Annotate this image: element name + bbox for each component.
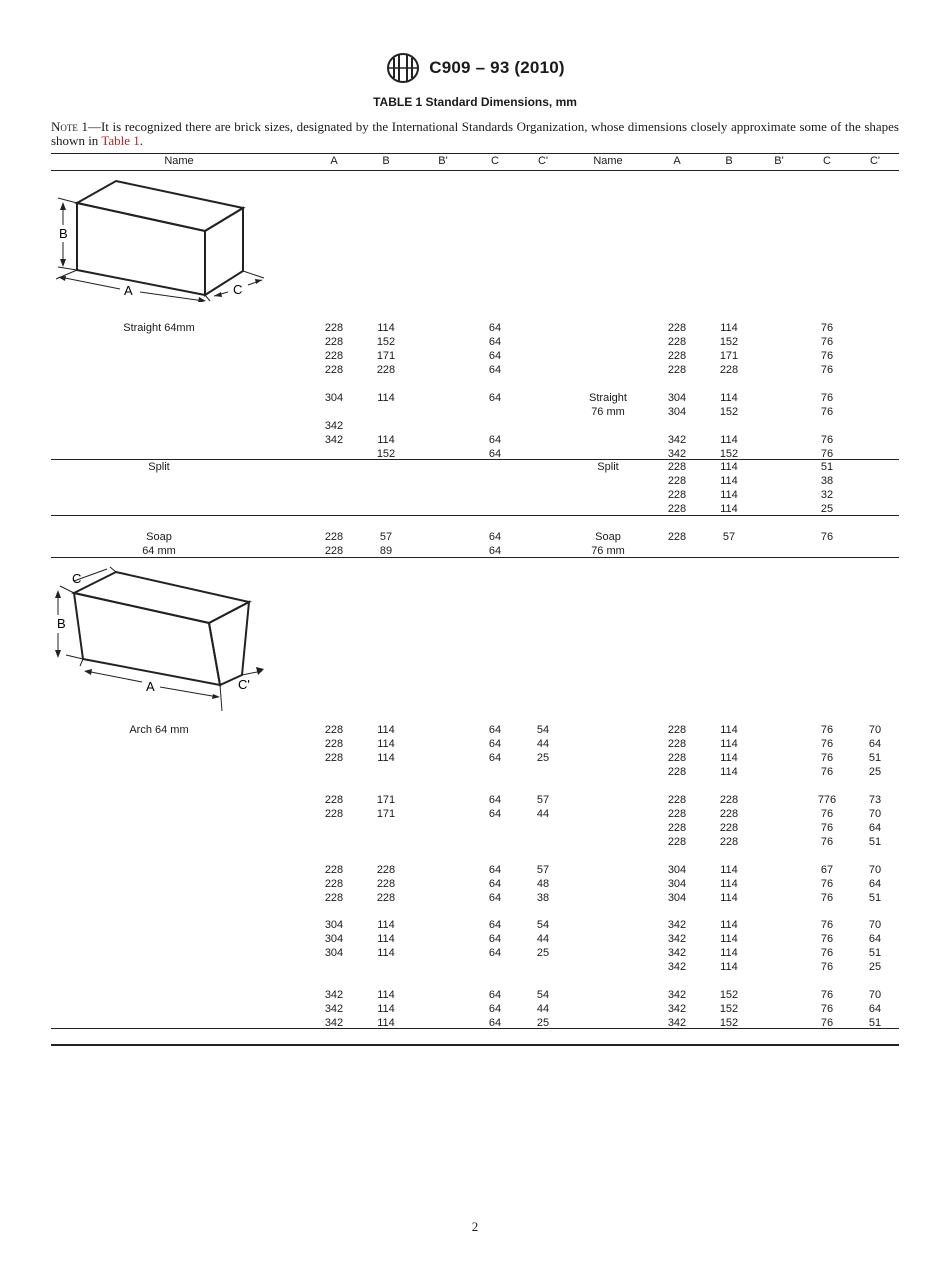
soap-row-2-cell-c-left: 64 [488,545,502,557]
arch-row-18-cell-b-left: 114 [377,1017,395,1029]
soap-row-1-cell-b-left: 57 [379,531,393,543]
arch-row-3-cell-a-left: 228 [324,752,344,764]
arch-row-4-cell-b-right: 114 [720,766,738,778]
straight-dimension-a-label: A [124,283,133,298]
straight-row-1-cell-b-left: 114 [377,322,395,334]
arch-row-9-cell-a-right: 304 [667,864,687,876]
soap-row-1-cell-b-right: 57 [722,531,736,543]
straight-row-6-cell-a-right: 304 [667,406,687,418]
arch-row-9-cell-cprime-right: 70 [868,864,882,876]
soap-row-1-cell-c-left: 64 [488,531,502,543]
arch-row-10-cell-cprime-left: 48 [536,878,550,890]
arch-row-1-cell-c-left: 64 [488,724,502,736]
straight-row-5-cell-a-left: 304 [324,392,344,404]
arch-row-14-cell-c-right: 76 [820,947,834,959]
arch-row-11-cell-b-right: 114 [720,892,738,904]
arch-row-5-cell-b-left: 171 [376,794,396,806]
arch-row-9-cell-b-left: 228 [376,864,396,876]
arch-row-9-cell-c-left: 64 [488,864,502,876]
split-row-4-cell-b-right: 114 [720,503,738,515]
arch-row-11-cell-a-right: 304 [667,892,687,904]
arch-row-1-cell-b-right: 114 [720,724,738,736]
arch-row-5-cell-a-right: 228 [667,794,687,806]
arch-row-18-cell-c-left: 64 [488,1017,502,1029]
arch-row-6-cell-c-left: 64 [488,808,502,820]
arch-row-12-cell-a-right: 342 [667,919,687,931]
split-row-3-cell-c-right: 32 [820,489,834,501]
straight-row-1-cell-c-left: 64 [488,322,502,334]
straight-row-8-cell-c-right: 76 [820,434,834,446]
split-row-4-cell-c-right: 25 [820,503,834,515]
arch-row-11-cell-c-right: 76 [820,892,834,904]
arch-row-10-cell-b-right: 114 [720,878,738,890]
arch-row-12-cell-a-left: 304 [324,919,344,931]
arch-row-15-cell-b-right: 114 [720,961,738,973]
arch-row-4-cell-cprime-right: 25 [868,766,882,778]
section-rule-arch-end [51,1028,899,1029]
arch-row-14-cell-cprime-left: 25 [536,947,550,959]
arch-row-2-cell-b-left: 114 [377,738,395,750]
arch-row-10-cell-a-left: 228 [324,878,344,890]
arch-brick-figure [52,563,274,713]
arch-row-12-cell-c-left: 64 [488,919,502,931]
arch-row-13-cell-b-right: 114 [720,933,738,945]
split-row-2-cell-b-right: 114 [720,475,738,487]
arch-row-3-cell-b-right: 114 [720,752,738,764]
arch-row-2-cell-c-right: 76 [820,738,834,750]
arch-row-2-cell-a-left: 228 [324,738,344,750]
arch-row-18-cell-b-right: 152 [719,1017,739,1029]
straight-row-2-cell-a-right: 228 [667,336,687,348]
straight-row-4-cell-a-right: 228 [667,364,687,376]
arch-row-9-cell-a-left: 228 [324,864,344,876]
straight-row-8-cell-c-left: 64 [488,434,502,446]
arch-row-7-cell-c-right: 76 [820,822,834,834]
arch-row-12-cell-b-right: 114 [720,919,738,931]
straight-row-5-cell-c-left: 64 [488,392,502,404]
arch-row-17-cell-c-left: 64 [488,1003,502,1015]
split-row-3-cell-a-right: 228 [667,489,687,501]
arch-row-2-cell-cprime-left: 44 [536,738,550,750]
arch-row-2-cell-c-left: 64 [488,738,502,750]
arch-row-15-cell-c-right: 76 [820,961,834,973]
arch-row-17-cell-b-right: 152 [719,1003,739,1015]
arch-row-13-cell-c-right: 76 [820,933,834,945]
straight-row-6-cell-c-right: 76 [820,406,834,418]
straight-row-5-cell-a-right: 304 [667,392,687,404]
straight-row-9-cell-a-right: 342 [667,448,687,460]
arch-row-16-cell-c-right: 76 [820,989,834,1001]
arch-row-14-cell-a-right: 342 [667,947,687,959]
arch-row-12-cell-cprime-right: 70 [868,919,882,931]
arch-row-13-cell-cprime-right: 64 [868,933,882,945]
arch-row-3-cell-cprime-right: 51 [868,752,882,764]
arch-row-16-cell-a-right: 342 [667,989,687,1001]
straight-dimension-b-label: B [59,226,68,241]
straight-row-3-cell-b-left: 171 [376,350,396,362]
split-row-2-cell-c-right: 38 [820,475,834,487]
table-note [51,120,899,148]
soap-row-2-cell-name-right: 76 mm [591,545,625,557]
arch-row-16-cell-b-right: 152 [719,989,739,1001]
arch-row-10-cell-c-left: 64 [488,878,502,890]
col-header-cprime-right: C' [869,155,881,167]
col-header-b-right: B [725,155,733,167]
straight-row-3-cell-c-left: 64 [488,350,502,362]
straight-row-4-cell-a-left: 228 [324,364,344,376]
arch-row-14-cell-b-left: 114 [377,947,395,959]
arch-row-3-cell-c-right: 76 [820,752,834,764]
arch-row-5-cell-c-left: 64 [488,794,502,806]
soap-row-1-cell-name-left: Soap [146,531,172,543]
arch-row-12-cell-b-left: 114 [377,919,395,931]
straight-row-4-cell-b-left: 228 [376,364,396,376]
arch-dimension-b-label: B [57,616,66,631]
straight-dimension-c-label: C [233,282,243,297]
arch-row-12-cell-c-right: 76 [820,919,834,931]
soap-row-1-cell-c-right: 76 [820,531,834,543]
arch-row-5-cell-b-right: 228 [719,794,739,806]
arch-row-1-cell-a-right: 228 [667,724,687,736]
arch-row-15-cell-cprime-right: 25 [868,961,882,973]
soap-row-1-cell-a-right: 228 [667,531,687,543]
arch-row-6-cell-c-right: 76 [820,808,834,820]
arch-row-1-cell-name-left: Arch 64 mm [129,724,189,736]
col-header-a-right: A [673,155,681,167]
table-bottom-rule [51,1044,899,1046]
arch-row-17-cell-cprime-left: 44 [536,1003,550,1015]
arch-row-10-cell-c-right: 76 [820,878,834,890]
arch-row-17-cell-a-left: 342 [324,1003,344,1015]
astm-logo-icon [385,52,421,84]
straight-row-5-cell-c-right: 76 [820,392,834,404]
split-row-4-cell-a-right: 228 [667,503,687,515]
straight-row-9-cell-b-left: 152 [376,448,396,460]
col-header-name-left: Name [164,155,194,167]
straight-row-1-cell-c-right: 76 [820,322,834,334]
arch-row-17-cell-c-right: 76 [820,1003,834,1015]
section-rule-split-soap [51,515,899,516]
straight-row-1-cell-b-right: 114 [720,322,738,334]
arch-row-8-cell-c-right: 76 [820,836,834,848]
arch-row-13-cell-b-left: 114 [377,933,395,945]
straight-row-7-cell-a-left: 342 [324,420,344,432]
split-row-1-cell-a-right: 228 [667,461,687,473]
arch-row-18-cell-a-left: 342 [324,1017,344,1029]
arch-row-15-cell-a-right: 342 [667,961,687,973]
arch-row-18-cell-cprime-right: 51 [868,1017,882,1029]
col-header-c-left: C [491,155,499,167]
arch-row-11-cell-cprime-right: 51 [868,892,882,904]
soap-row-2-cell-a-left: 228 [324,545,344,557]
straight-row-5-cell-b-right: 114 [720,392,738,404]
straight-row-8-cell-a-right: 342 [667,434,687,446]
page-header [0,52,950,84]
arch-row-17-cell-b-left: 114 [377,1003,395,1015]
arch-row-11-cell-b-left: 228 [376,892,396,904]
straight-row-3-cell-b-right: 171 [719,350,739,362]
table-1-link[interactable]: Table 1 [101,133,140,148]
straight-row-8-cell-b-right: 114 [720,434,738,446]
straight-row-2-cell-b-right: 152 [719,336,739,348]
arch-row-6-cell-b-right: 228 [719,808,739,820]
arch-row-17-cell-cprime-right: 64 [868,1003,882,1015]
arch-row-10-cell-a-right: 304 [667,878,687,890]
arch-row-17-cell-a-right: 342 [667,1003,687,1015]
col-header-b-left: B [382,155,390,167]
arch-row-1-cell-c-right: 76 [820,724,834,736]
straight-row-4-cell-c-left: 64 [488,364,502,376]
straight-row-6-cell-b-right: 152 [719,406,739,418]
straight-row-9-cell-b-right: 152 [719,448,739,460]
arch-row-11-cell-cprime-left: 38 [536,892,550,904]
split-row-1-cell-name-right: Split [597,461,619,473]
arch-row-16-cell-a-left: 342 [324,989,344,1001]
arch-row-3-cell-c-left: 64 [488,752,502,764]
arch-row-3-cell-b-left: 114 [377,752,395,764]
arch-row-8-cell-a-right: 228 [667,836,687,848]
arch-row-2-cell-cprime-right: 64 [868,738,882,750]
straight-row-8-cell-a-left: 342 [324,434,344,446]
arch-row-6-cell-cprime-left: 44 [536,808,550,820]
arch-row-7-cell-cprime-right: 64 [868,822,882,834]
soap-row-2-cell-name-left: 64 mm [142,545,176,557]
arch-row-18-cell-a-right: 342 [667,1017,687,1029]
soap-row-1-cell-name-right: Soap [595,531,621,543]
straight-row-3-cell-c-right: 76 [820,350,834,362]
straight-row-2-cell-c-right: 76 [820,336,834,348]
straight-row-4-cell-b-right: 228 [719,364,739,376]
arch-row-16-cell-cprime-right: 70 [868,989,882,1001]
arch-row-9-cell-b-right: 114 [720,864,738,876]
split-row-1-cell-c-right: 51 [820,461,834,473]
col-header-bprime-right: B' [774,155,784,167]
split-row-1-cell-b-right: 114 [720,461,738,473]
arch-row-5-cell-c-right: 776 [817,794,837,806]
arch-row-7-cell-b-right: 228 [719,822,739,834]
soap-row-2-cell-b-left: 89 [379,545,393,557]
arch-row-3-cell-cprime-left: 25 [536,752,550,764]
col-header-cprime-left: C' [537,155,549,167]
section-rule-soap-arch [51,557,899,558]
arch-row-16-cell-b-left: 114 [377,989,395,1001]
arch-row-1-cell-b-left: 114 [377,724,395,736]
straight-brick-figure [52,176,274,302]
header-rule-bottom [51,170,899,171]
arch-row-9-cell-c-right: 67 [820,864,834,876]
col-header-a-left: A [330,155,338,167]
arch-row-6-cell-a-right: 228 [667,808,687,820]
arch-row-18-cell-c-right: 76 [820,1017,834,1029]
arch-row-13-cell-a-right: 342 [667,933,687,945]
arch-row-2-cell-a-right: 228 [667,738,687,750]
arch-dimension-cprime-label: C' [238,677,250,692]
straight-row-9-cell-c-right: 76 [820,448,834,460]
arch-row-2-cell-b-right: 114 [720,738,738,750]
arch-row-3-cell-a-right: 228 [667,752,687,764]
note-text: —It is recognized there are brick sizes, designated by the International Standards Organization, whose dimensions closely approximate some of the shapes shown in [51,119,899,148]
split-row-3-cell-b-right: 114 [720,489,738,501]
straight-row-5-cell-name-right: Straight [589,392,627,404]
arch-row-12-cell-cprime-left: 54 [536,919,550,931]
arch-row-14-cell-b-right: 114 [720,947,738,959]
arch-row-13-cell-cprime-left: 44 [536,933,550,945]
arch-row-6-cell-cprime-right: 70 [868,808,882,820]
straight-row-8-cell-b-left: 114 [377,434,395,446]
arch-row-8-cell-b-right: 228 [719,836,739,848]
arch-row-6-cell-b-left: 171 [376,808,396,820]
straight-row-1-cell-a-right: 228 [667,322,687,334]
arch-row-14-cell-a-left: 304 [324,947,344,959]
split-row-1-cell-name-left: Split [148,461,170,473]
straight-row-2-cell-b-left: 152 [376,336,396,348]
arch-row-6-cell-a-left: 228 [324,808,344,820]
arch-row-1-cell-cprime-left: 54 [536,724,550,736]
section-rule-straight-split [51,459,899,460]
arch-row-1-cell-a-left: 228 [324,724,344,736]
arch-row-8-cell-cprime-right: 51 [868,836,882,848]
straight-row-6-cell-name-right: 76 mm [591,406,625,418]
arch-row-16-cell-cprime-left: 54 [536,989,550,1001]
arch-row-13-cell-c-left: 64 [488,933,502,945]
straight-row-9-cell-c-left: 64 [488,448,502,460]
note-label: Note 1 [51,119,88,134]
note-tail: . [139,133,144,148]
soap-row-1-cell-a-left: 228 [324,531,344,543]
document-designation: C909 – 93 (2010) [429,58,565,77]
straight-row-1-cell-name-left: Straight 64mm [123,322,195,334]
straight-row-4-cell-c-right: 76 [820,364,834,376]
table-title: TABLE 1 Standard Dimensions, mm [373,95,577,109]
header-rule-top [51,153,899,154]
straight-row-5-cell-b-left: 114 [377,392,395,404]
page-number: 2 [471,1219,479,1234]
col-header-bprime-left: B' [438,155,448,167]
arch-row-14-cell-c-left: 64 [488,947,502,959]
arch-row-10-cell-cprime-right: 64 [868,878,882,890]
straight-row-3-cell-a-right: 228 [667,350,687,362]
arch-row-5-cell-cprime-left: 57 [536,794,550,806]
arch-dimension-c-label: C [72,571,82,586]
arch-row-4-cell-a-right: 228 [667,766,687,778]
arch-row-4-cell-c-right: 76 [820,766,834,778]
arch-row-11-cell-c-left: 64 [488,892,502,904]
arch-dimension-a-label: A [146,679,155,694]
col-header-name-right: Name [593,155,623,167]
straight-row-2-cell-a-left: 228 [324,336,344,348]
straight-row-1-cell-a-left: 228 [324,322,344,334]
arch-row-1-cell-cprime-right: 70 [868,724,882,736]
arch-row-16-cell-c-left: 64 [488,989,502,1001]
col-header-c-right: C [823,155,831,167]
arch-row-14-cell-cprime-right: 51 [868,947,882,959]
straight-row-3-cell-a-left: 228 [324,350,344,362]
arch-row-11-cell-a-left: 228 [324,892,344,904]
arch-row-5-cell-cprime-right: 73 [868,794,882,806]
split-row-2-cell-a-right: 228 [667,475,687,487]
arch-row-9-cell-cprime-left: 57 [536,864,550,876]
arch-row-10-cell-b-left: 228 [376,878,396,890]
straight-row-2-cell-c-left: 64 [488,336,502,348]
arch-row-13-cell-a-left: 304 [324,933,344,945]
arch-row-5-cell-a-left: 228 [324,794,344,806]
arch-row-18-cell-cprime-left: 25 [536,1017,550,1029]
arch-row-7-cell-a-right: 228 [667,822,687,834]
